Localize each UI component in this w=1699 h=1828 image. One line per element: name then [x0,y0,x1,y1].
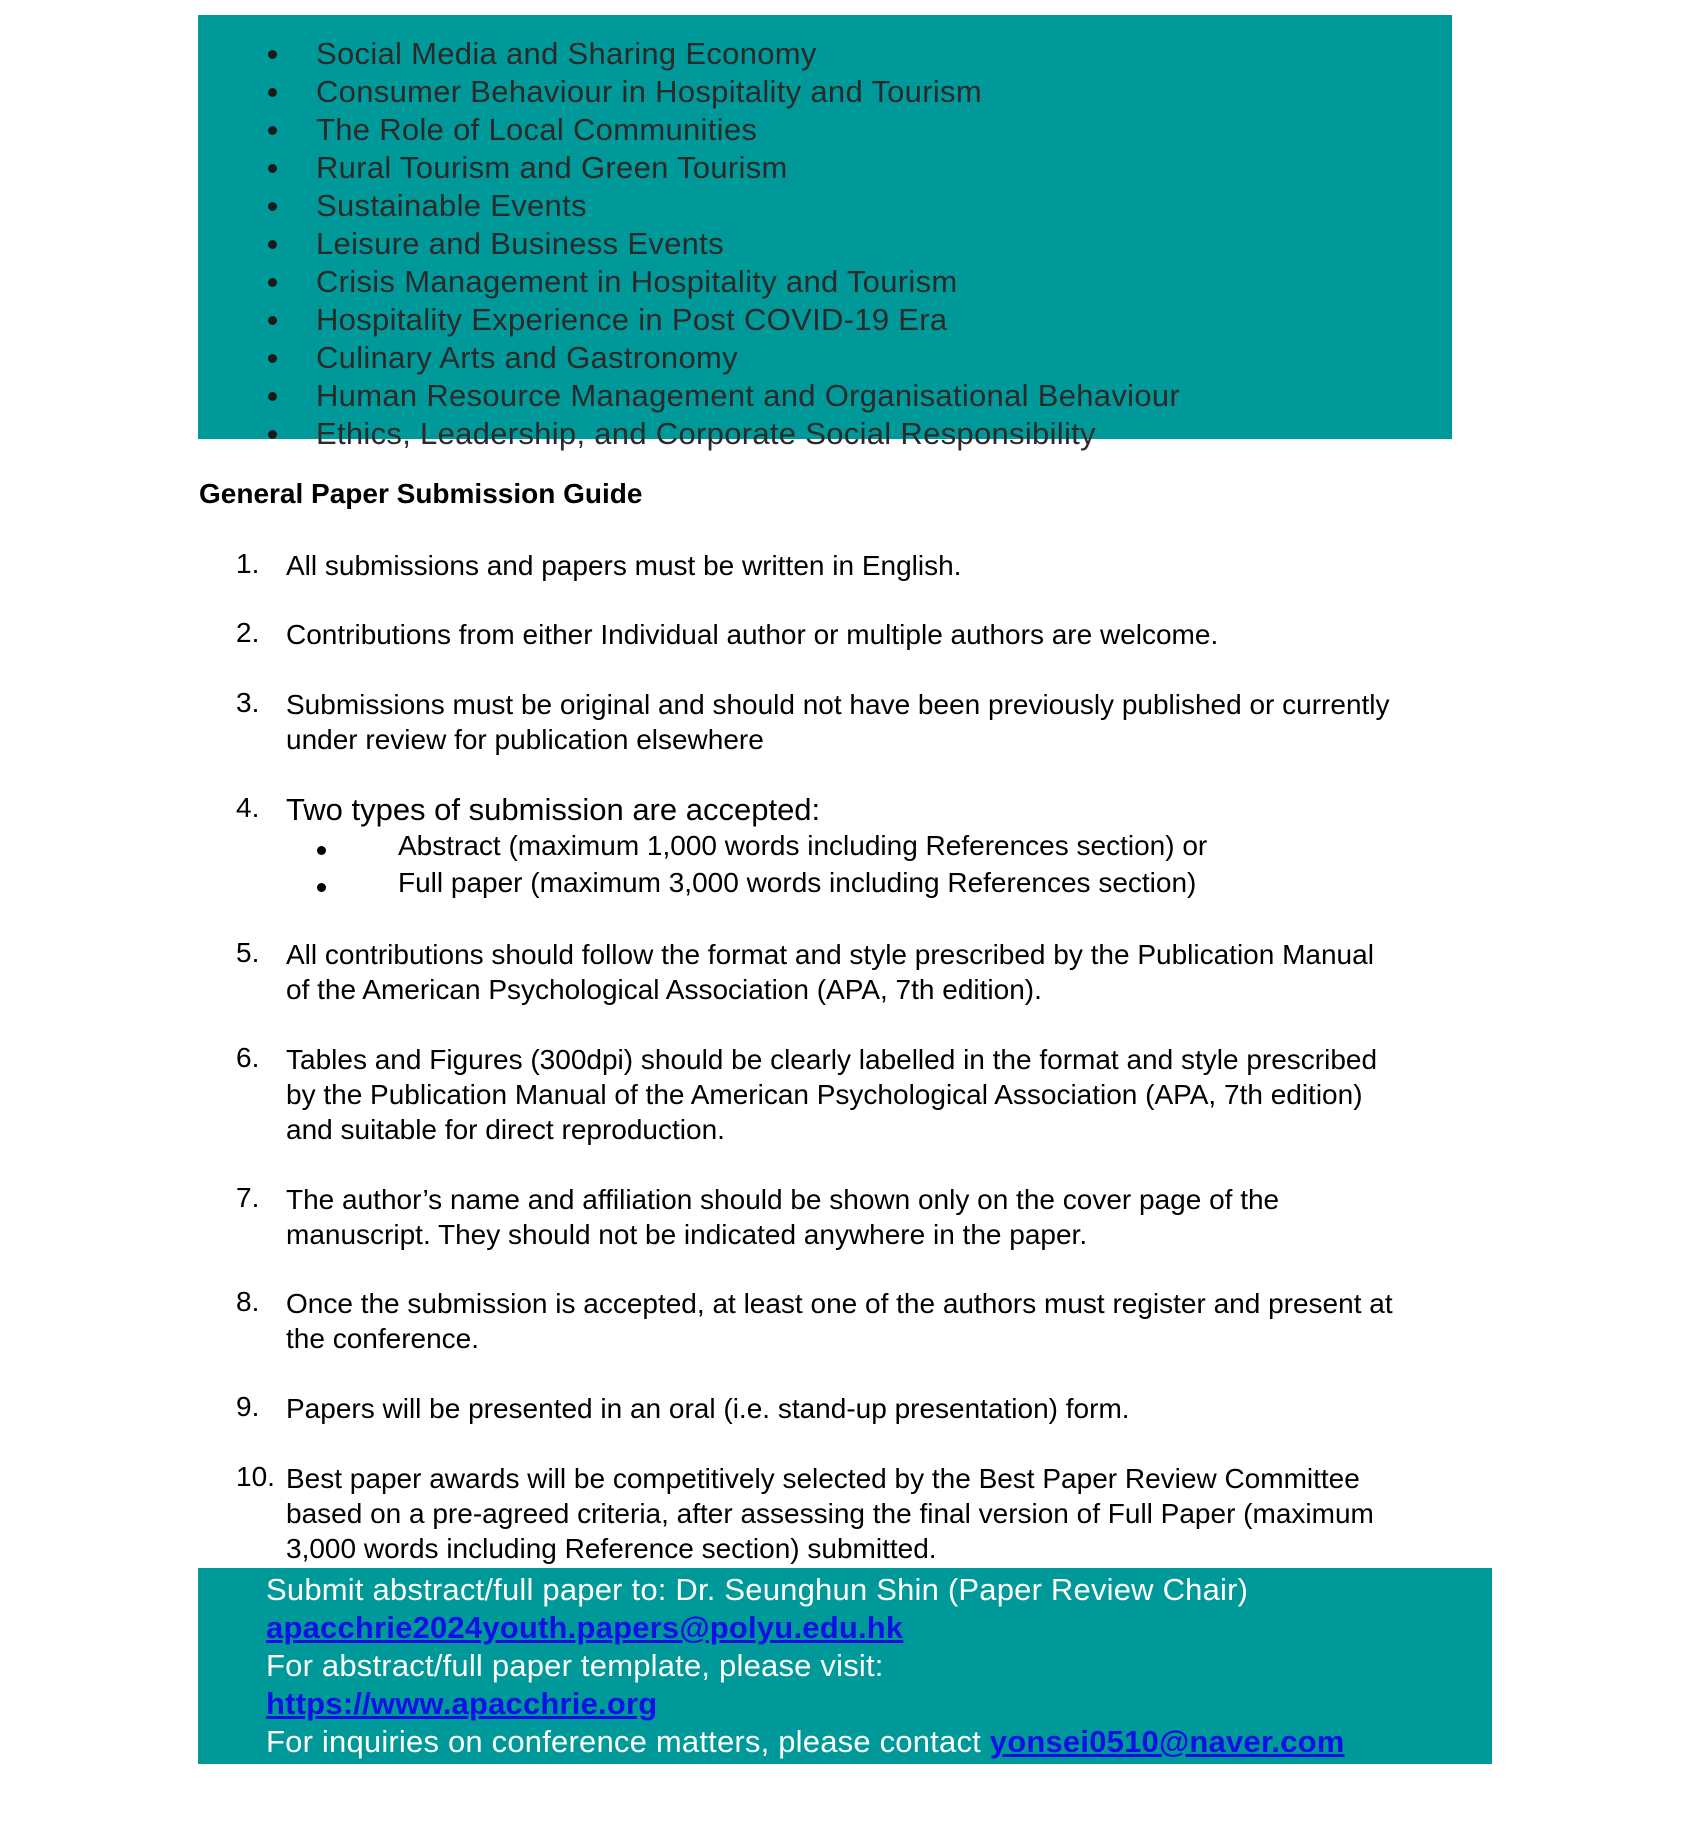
item-line: All contributions should follow the format and style prescribed by the Publication Manual [286,939,1374,970]
item-line: Two types of submission are accepted: [286,792,821,827]
item-text [286,1042,1536,1147]
topic-label: Culinary Arts and Gastronomy [316,340,738,375]
bullet-icon [268,354,277,363]
submit-email-link[interactable]: apacchrie2024youth.papers@polyu.edu.hk [266,1610,904,1645]
item-text [286,1391,1536,1426]
item-line: manuscript. They should not be indicated anywhere in the paper. [286,1219,1088,1250]
bullet-icon [317,883,326,892]
submit-text: Submit abstract/full paper to: Dr. Seunghun Shin (Paper Review Chair) [266,1572,1249,1607]
item-line: Papers will be presented in an oral (i.e. stand-up presentation) form. [286,1393,1130,1424]
item-text [286,548,1536,583]
item-line: of the American Psychological Association (APA, 7th edition). [286,974,1042,1005]
sub-item: Full paper (maximum 3,000 words including References section) [398,867,1197,898]
bullet-icon [268,164,277,173]
topic-label: The Role of Local Communities [316,112,758,147]
item-text [286,792,1536,827]
bullet-icon [268,88,277,97]
bullet-icon [268,202,277,211]
item-line: 3,000 words including Reference section) submitted. [286,1533,937,1564]
item-number: 6. [236,1042,260,1073]
item-text [286,687,1536,757]
item-line: based on a pre-agreed criteria, after assessing the final version of Full Paper (maximum [286,1498,1374,1529]
bullet-icon [268,50,277,59]
inquiry-line [266,1724,1345,1760]
template-text: For abstract/full paper template, please visit: [266,1648,884,1683]
item-number: 5. [236,937,260,968]
item-line: by the Publication Manual of the American Psychological Association (APA, 7th edition) [286,1079,1363,1110]
item-number: 9. [236,1391,260,1422]
topic-label: Hospitality Experience in Post COVID-19 Era [316,302,948,337]
bullet-icon [268,278,277,287]
topic-label: Consumer Behaviour in Hospitality and Tourism [316,74,982,109]
item-number: 1. [236,548,260,579]
item-line: All submissions and papers must be written in English. [286,550,962,581]
item-line: Tables and Figures (300dpi) should be clearly labelled in the format and style prescribed [286,1044,1378,1075]
item-line: Best paper awards will be competitively selected by the Best Paper Review Committee [286,1463,1360,1494]
item-line: Contributions from either Individual author or multiple authors are welcome. [286,619,1219,650]
guide-heading: General Paper Submission Guide [199,478,643,509]
bullet-icon [268,316,277,325]
item-text [286,617,1536,652]
bullet-icon [268,392,277,401]
topic-label: Leisure and Business Events [316,226,724,261]
contact-panel [198,1568,1492,1764]
item-number: 10. [236,1461,275,1492]
topic-label: Sustainable Events [316,188,587,223]
item-line: under review for publication elsewhere [286,724,764,755]
topic-label: Human Resource Management and Organisational Behaviour [316,378,1181,413]
item-text [286,1286,1536,1356]
item-line: and suitable for direct reproduction. [286,1114,725,1145]
item-line: The author’s name and affiliation should be shown only on the cover page of the [286,1184,1280,1215]
inquiry-email-link[interactable]: yonsei0510@naver.com [989,1724,1345,1759]
sub-item: Abstract (maximum 1,000 words including References section) or [398,830,1208,861]
topic-label: Crisis Management in Hospitality and Tourism [316,264,958,299]
item-number: 4. [236,792,260,823]
topic-label: Rural Tourism and Green Tourism [316,150,788,185]
item-number: 2. [236,617,260,648]
item-line: Once the submission is accepted, at least one of the authors must register and present at [286,1288,1393,1319]
bullet-icon [268,240,277,249]
item-line: the conference. [286,1323,480,1354]
item-line: Submissions must be original and should not have been previously published or currently [286,689,1390,720]
item-text [286,937,1536,1007]
topic-label: Ethics, Leadership, and Corporate Social Responsibility [316,416,1096,451]
bullet-icon [268,430,277,439]
item-number: 7. [236,1182,260,1213]
bullet-icon [317,846,326,855]
item-text [286,1182,1536,1252]
topic-label: Social Media and Sharing Economy [316,36,817,71]
topics-panel [198,15,1452,451]
item-number: 3. [236,687,260,718]
item-number: 8. [236,1286,260,1317]
item-text [286,1461,1536,1566]
bullet-icon [268,126,277,135]
template-url-link[interactable]: https://www.apacchrie.org [266,1686,658,1721]
inquiry-text: For inquiries on conference matters, please contact [266,1724,981,1759]
